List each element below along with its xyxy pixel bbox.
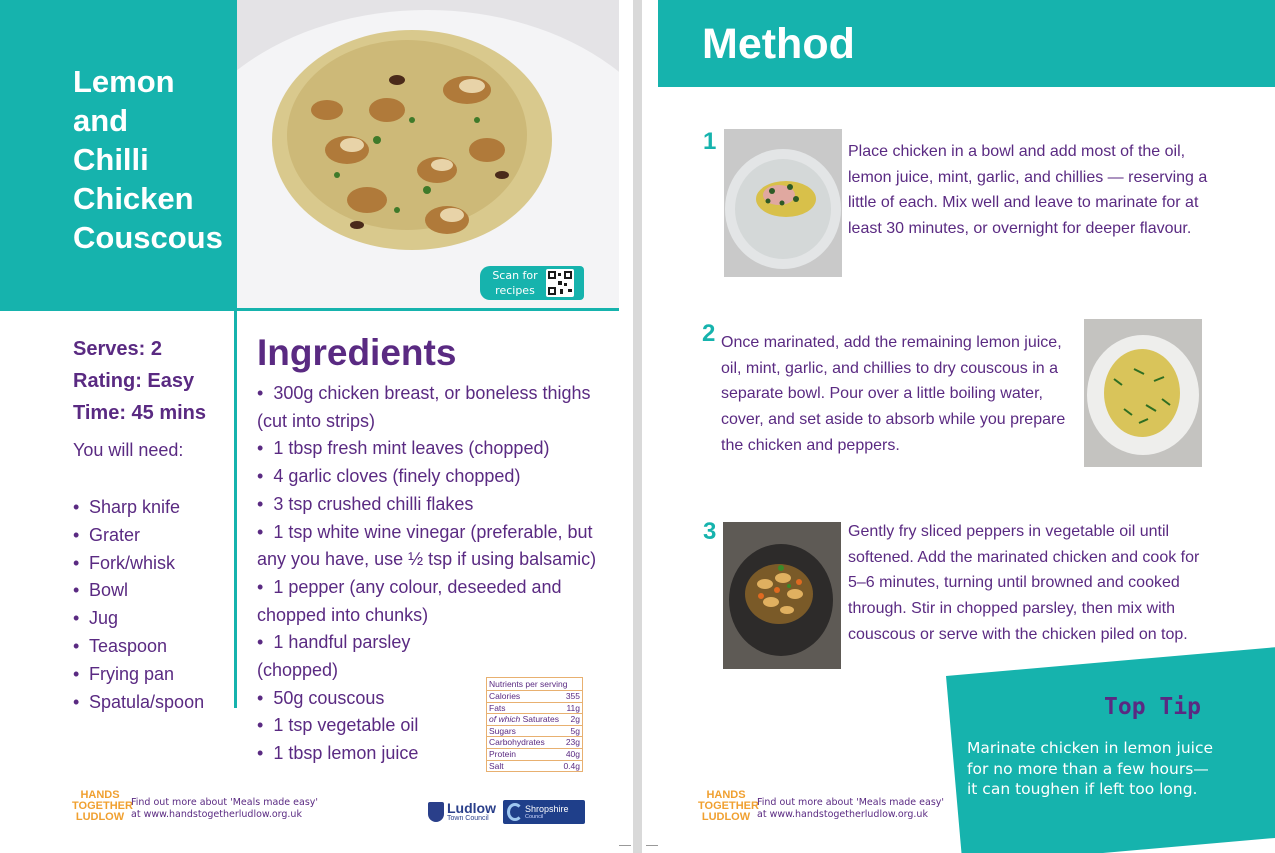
time-label: Time: 45 mins (73, 402, 207, 424)
logo-line: LUDLOW (701, 811, 751, 823)
top-tip-heading: Top Tip (1104, 694, 1201, 720)
equipment-item: • Spatula/spoon (73, 689, 204, 717)
equipment-item: • Teaspoon (73, 633, 204, 661)
nutrition-header: Nutrients per serving (487, 678, 582, 691)
serves-label: Serves: 2 (73, 338, 162, 360)
ingredient-item: • 1 tsp white wine vinegar (preferable, but any you have, use ½ tsp if using balsamic) (257, 519, 597, 574)
footer-line: Find out more about 'Meals made easy' (757, 797, 945, 808)
recipe-title-line: Couscous (73, 220, 223, 255)
nutrition-row (487, 703, 582, 715)
nutrition-row (487, 761, 582, 772)
nutrition-table (486, 677, 583, 772)
footer-line: Find out more about 'Meals made easy' (131, 797, 319, 808)
ludlow-crest-icon (428, 802, 444, 822)
equipment-item: • Jug (73, 605, 204, 633)
nutrient-label: Sugars (489, 725, 516, 736)
scan-for-recipes-badge[interactable] (480, 266, 584, 300)
crop-mark (619, 845, 631, 846)
method-title: Method (702, 20, 855, 68)
title-panel (0, 0, 237, 310)
shropshire-swoosh-icon (507, 803, 523, 821)
ingredient-item: • 300g chicken breast, or boneless thighs (cut into strips) (257, 380, 597, 435)
recipe-page-right (658, 0, 1275, 853)
recipe-title-line: and (73, 103, 129, 138)
you-will-need-label: You will need: (73, 440, 184, 460)
nutrition-row (487, 749, 582, 761)
equipment-item: • Frying pan (73, 661, 204, 689)
dish-photo-image (237, 0, 619, 310)
equipment-item: • Bowl (73, 577, 204, 605)
nutrient-value: 11g (566, 702, 580, 713)
step-number: 1 (703, 128, 717, 155)
rating-label: Rating: Easy (73, 370, 195, 392)
ingredients-heading: Ingredients (257, 332, 457, 373)
nutrient-label: Protein (489, 748, 516, 759)
ingredient-item: • 1 tbsp lemon juice (257, 740, 477, 768)
equipment-item: • Fork/whisk (73, 550, 204, 578)
nutrient-label: Carbohydrates (489, 737, 545, 748)
hands-together-ludlow-logo (72, 789, 133, 823)
recipe-title (73, 62, 233, 257)
recipe-meta (73, 333, 206, 429)
section-divider (0, 308, 619, 311)
recipe-page-left (0, 0, 619, 853)
logo-line: TOGETHER (72, 800, 133, 812)
nutrient-label: Fats (489, 702, 506, 713)
step-text: Once marinated, add the remaining lemon juice, oil, mint, garlic, and chillies to dry couscous in a separate bowl. Pour over a little boiling water, cover, and set aside to absorb while you prepare the chicken and peppers. (721, 334, 1066, 454)
ingredient-item: • 1 pepper (any colour, deseeded and chopped into chunks) (257, 574, 597, 629)
step-number: 2 (702, 320, 716, 347)
ludlow-logo-name: Ludlow (447, 800, 496, 816)
nutrition-row (487, 726, 582, 738)
nutrient-value: 23g (565, 737, 580, 748)
qr-label-line: recipes (495, 284, 535, 297)
equipment-item: • Sharp knife (73, 494, 204, 522)
equipment-list (73, 494, 204, 716)
recipe-title-line: Chilli (73, 142, 149, 177)
ludlow-logo-sub: Town Council (447, 815, 489, 822)
ingredient-item: • 1 tbsp fresh mint leaves (chopped) (257, 435, 597, 463)
logo-line: HANDS (80, 789, 120, 801)
ludlow-town-council-logo (428, 800, 498, 824)
logo-line: HANDS (706, 789, 746, 801)
step-3-photo (723, 522, 841, 669)
ingredient-item: • 4 garlic cloves (finely chopped) (257, 463, 597, 491)
ingredient-item: • 3 tsp crushed chilli flakes (257, 491, 597, 519)
nutrient-value: 355 (565, 691, 580, 701)
nutrition-row (487, 737, 582, 749)
step-text: Gently fry sliced peppers in vegetable oil until softened. Add the marinated chicken and cook for 5–6 minutes, turning until browned and cooked through. Stir in chopped parsley, then mix with couscous or serve with the chicken piled on top. (848, 523, 1200, 643)
recipe-title-line: Lemon (73, 64, 175, 99)
nutrition-row (487, 714, 582, 726)
shropshire-logo-sub: Council (525, 814, 544, 820)
footer-info (757, 797, 944, 821)
hands-together-ludlow-logo (698, 789, 759, 823)
step-1-photo (724, 129, 842, 277)
shropshire-council-logo (503, 800, 585, 824)
qr-code-icon[interactable] (546, 269, 574, 297)
nutrition-row (487, 691, 582, 703)
nutrient-value: 0.4g (563, 760, 580, 771)
crop-mark (646, 845, 658, 846)
nutrient-value: 2g (570, 714, 580, 725)
scan-for-recipes-label (488, 268, 542, 298)
step-number: 3 (703, 518, 717, 545)
step-text: Place chicken in a bowl and add most of the oil, lemon juice, mint, garlic, and chillies — reserving a little of each. Mix well and leave to marinate for at least 30 minutes, or overnight for deeper flavour. (848, 143, 1208, 238)
nutrient-label-text: Saturates (522, 714, 559, 725)
column-divider (234, 311, 237, 708)
nutrient-label: Calories (489, 691, 521, 701)
equipment-item: • Grater (73, 522, 204, 550)
footer-website-link[interactable]: at www.handstogetherludlow.org.uk (131, 809, 302, 820)
ingredient-item: • 1 tsp vegetable oil (257, 712, 477, 740)
logo-line: LUDLOW (75, 811, 125, 823)
nutrient-value: 40g (565, 748, 580, 759)
dish-photo (237, 0, 619, 310)
top-tip-text: Marinate chicken in lemon juice for no more than a few hours—it can toughen if left too long. (967, 739, 1214, 798)
footer-info (131, 797, 318, 821)
logo-line: TOGETHER (698, 800, 759, 812)
nutrient-label: Salt (489, 760, 504, 771)
step-2-photo (1084, 319, 1202, 467)
footer-website-link[interactable]: at www.handstogetherludlow.org.uk (757, 809, 928, 820)
shropshire-logo-name: Shropshire (525, 804, 569, 814)
method-header (658, 0, 1275, 87)
qr-label-line: Scan for (492, 269, 538, 282)
ingredient-item: • 1 handful parsley (chopped) (257, 629, 477, 684)
nutrient-value: 5g (570, 725, 580, 736)
recipe-title-line: Chicken (73, 181, 194, 216)
page-gutter (619, 0, 658, 853)
gutter-shadow (633, 0, 642, 853)
nutrient-label (489, 714, 559, 725)
ingredient-item: • 50g couscous (257, 685, 477, 713)
nutrient-sublabel: of which (489, 714, 521, 725)
